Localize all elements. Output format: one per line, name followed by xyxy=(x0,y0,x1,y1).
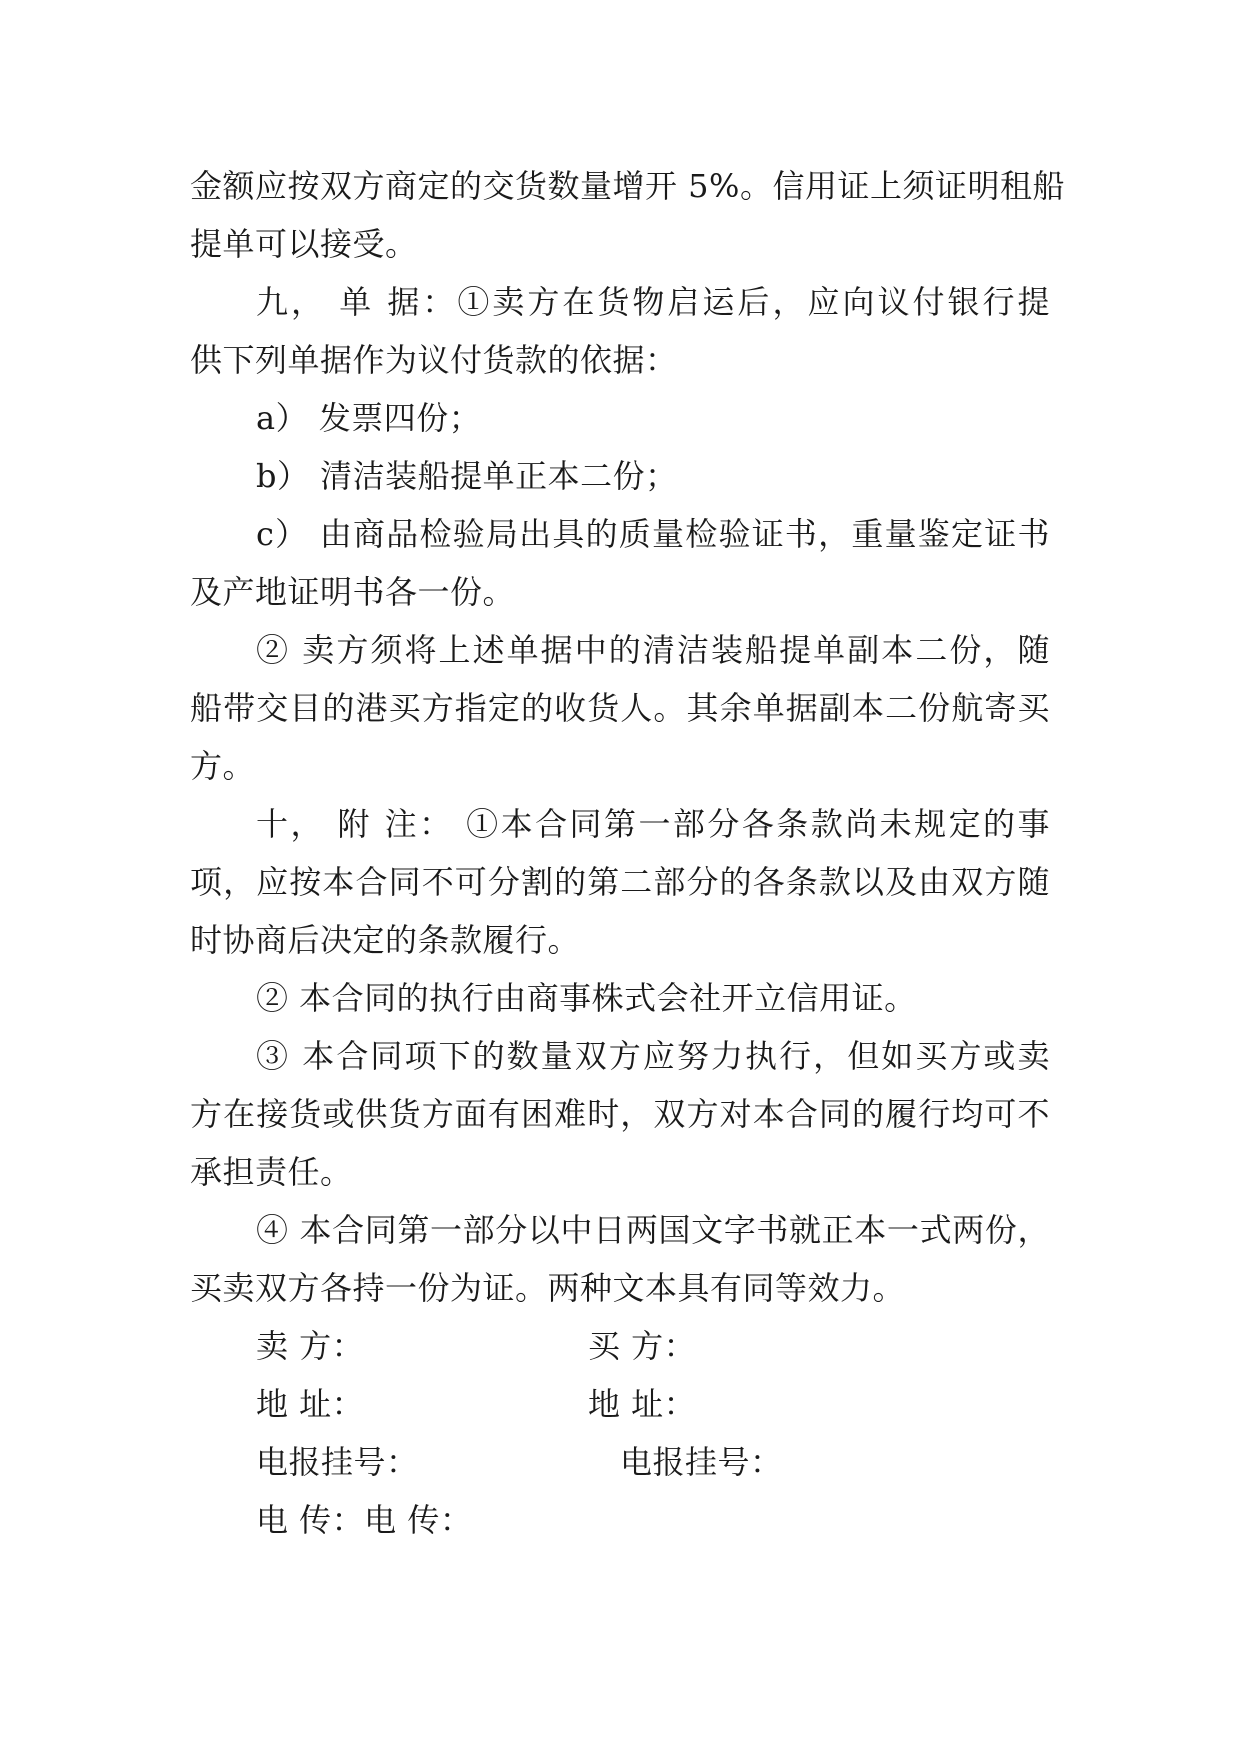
clause-ten-heading: 十， 附 注： ①本合同第一部分各条款尚未规定的事 xyxy=(256,805,1050,843)
paragraph-line: 买卖双方各持一份为证。两种文本具有同等效力。 xyxy=(190,1269,906,1307)
paragraph-line: ② 卖方须将上述单据中的清洁装船提单副本二份，随 xyxy=(256,631,1050,669)
paragraph-line: 项，应按本合同不可分割的第二部分的各条款以及由双方随 xyxy=(190,863,1050,901)
seller-label: 卖 方： xyxy=(256,1327,365,1365)
buyer-label: 买 方： xyxy=(588,1327,697,1365)
list-item-b: b） 清洁装船提单正本二份； xyxy=(256,457,678,495)
paragraph-line: 时协商后决定的条款履行。 xyxy=(190,921,581,959)
paragraph-line: ② 本合同的执行由商事株式会社开立信用证。 xyxy=(256,979,917,1017)
seller-address-label: 地 址： xyxy=(256,1385,365,1423)
paragraph-line: 承担责任。 xyxy=(190,1153,353,1191)
buyer-address-label: 地 址： xyxy=(588,1385,697,1423)
list-item-a: a） 发票四份； xyxy=(256,399,482,437)
seller-cable-label: 电报挂号： xyxy=(256,1443,419,1481)
paragraph-line: 供下列单据作为议付货款的依据： xyxy=(190,341,678,379)
buyer-cable-label: 电报挂号： xyxy=(620,1443,783,1481)
paragraph-line: 金额应按双方商定的交货数量增开 5%。信用证上须证明租船 xyxy=(190,167,1065,205)
fax-line: 电 传：电 传： xyxy=(256,1501,473,1539)
paragraph-line: 方。 xyxy=(190,747,256,785)
paragraph-line: ④ 本合同第一部分以中日两国文字书就正本一式两份， xyxy=(256,1211,1050,1249)
paragraph-line: 提单可以接受。 xyxy=(190,225,418,263)
clause-nine-heading: 九， 单 据：①卖方在货物启运后，应向议付银行提 xyxy=(256,283,1050,321)
paragraph-line: 及产地证明书各一份。 xyxy=(190,573,516,611)
paragraph-line: ③ 本合同项下的数量双方应努力执行，但如买方或卖 xyxy=(256,1037,1050,1075)
list-item-c: c） 由商品检验局出具的质量检验证书，重量鉴定证书 xyxy=(256,515,1050,553)
paragraph-line: 方在接货或供货方面有困难时，双方对本合同的履行均可不 xyxy=(190,1095,1050,1133)
paragraph-line: 船带交目的港买方指定的收货人。其余单据副本二份航寄买 xyxy=(190,689,1050,727)
